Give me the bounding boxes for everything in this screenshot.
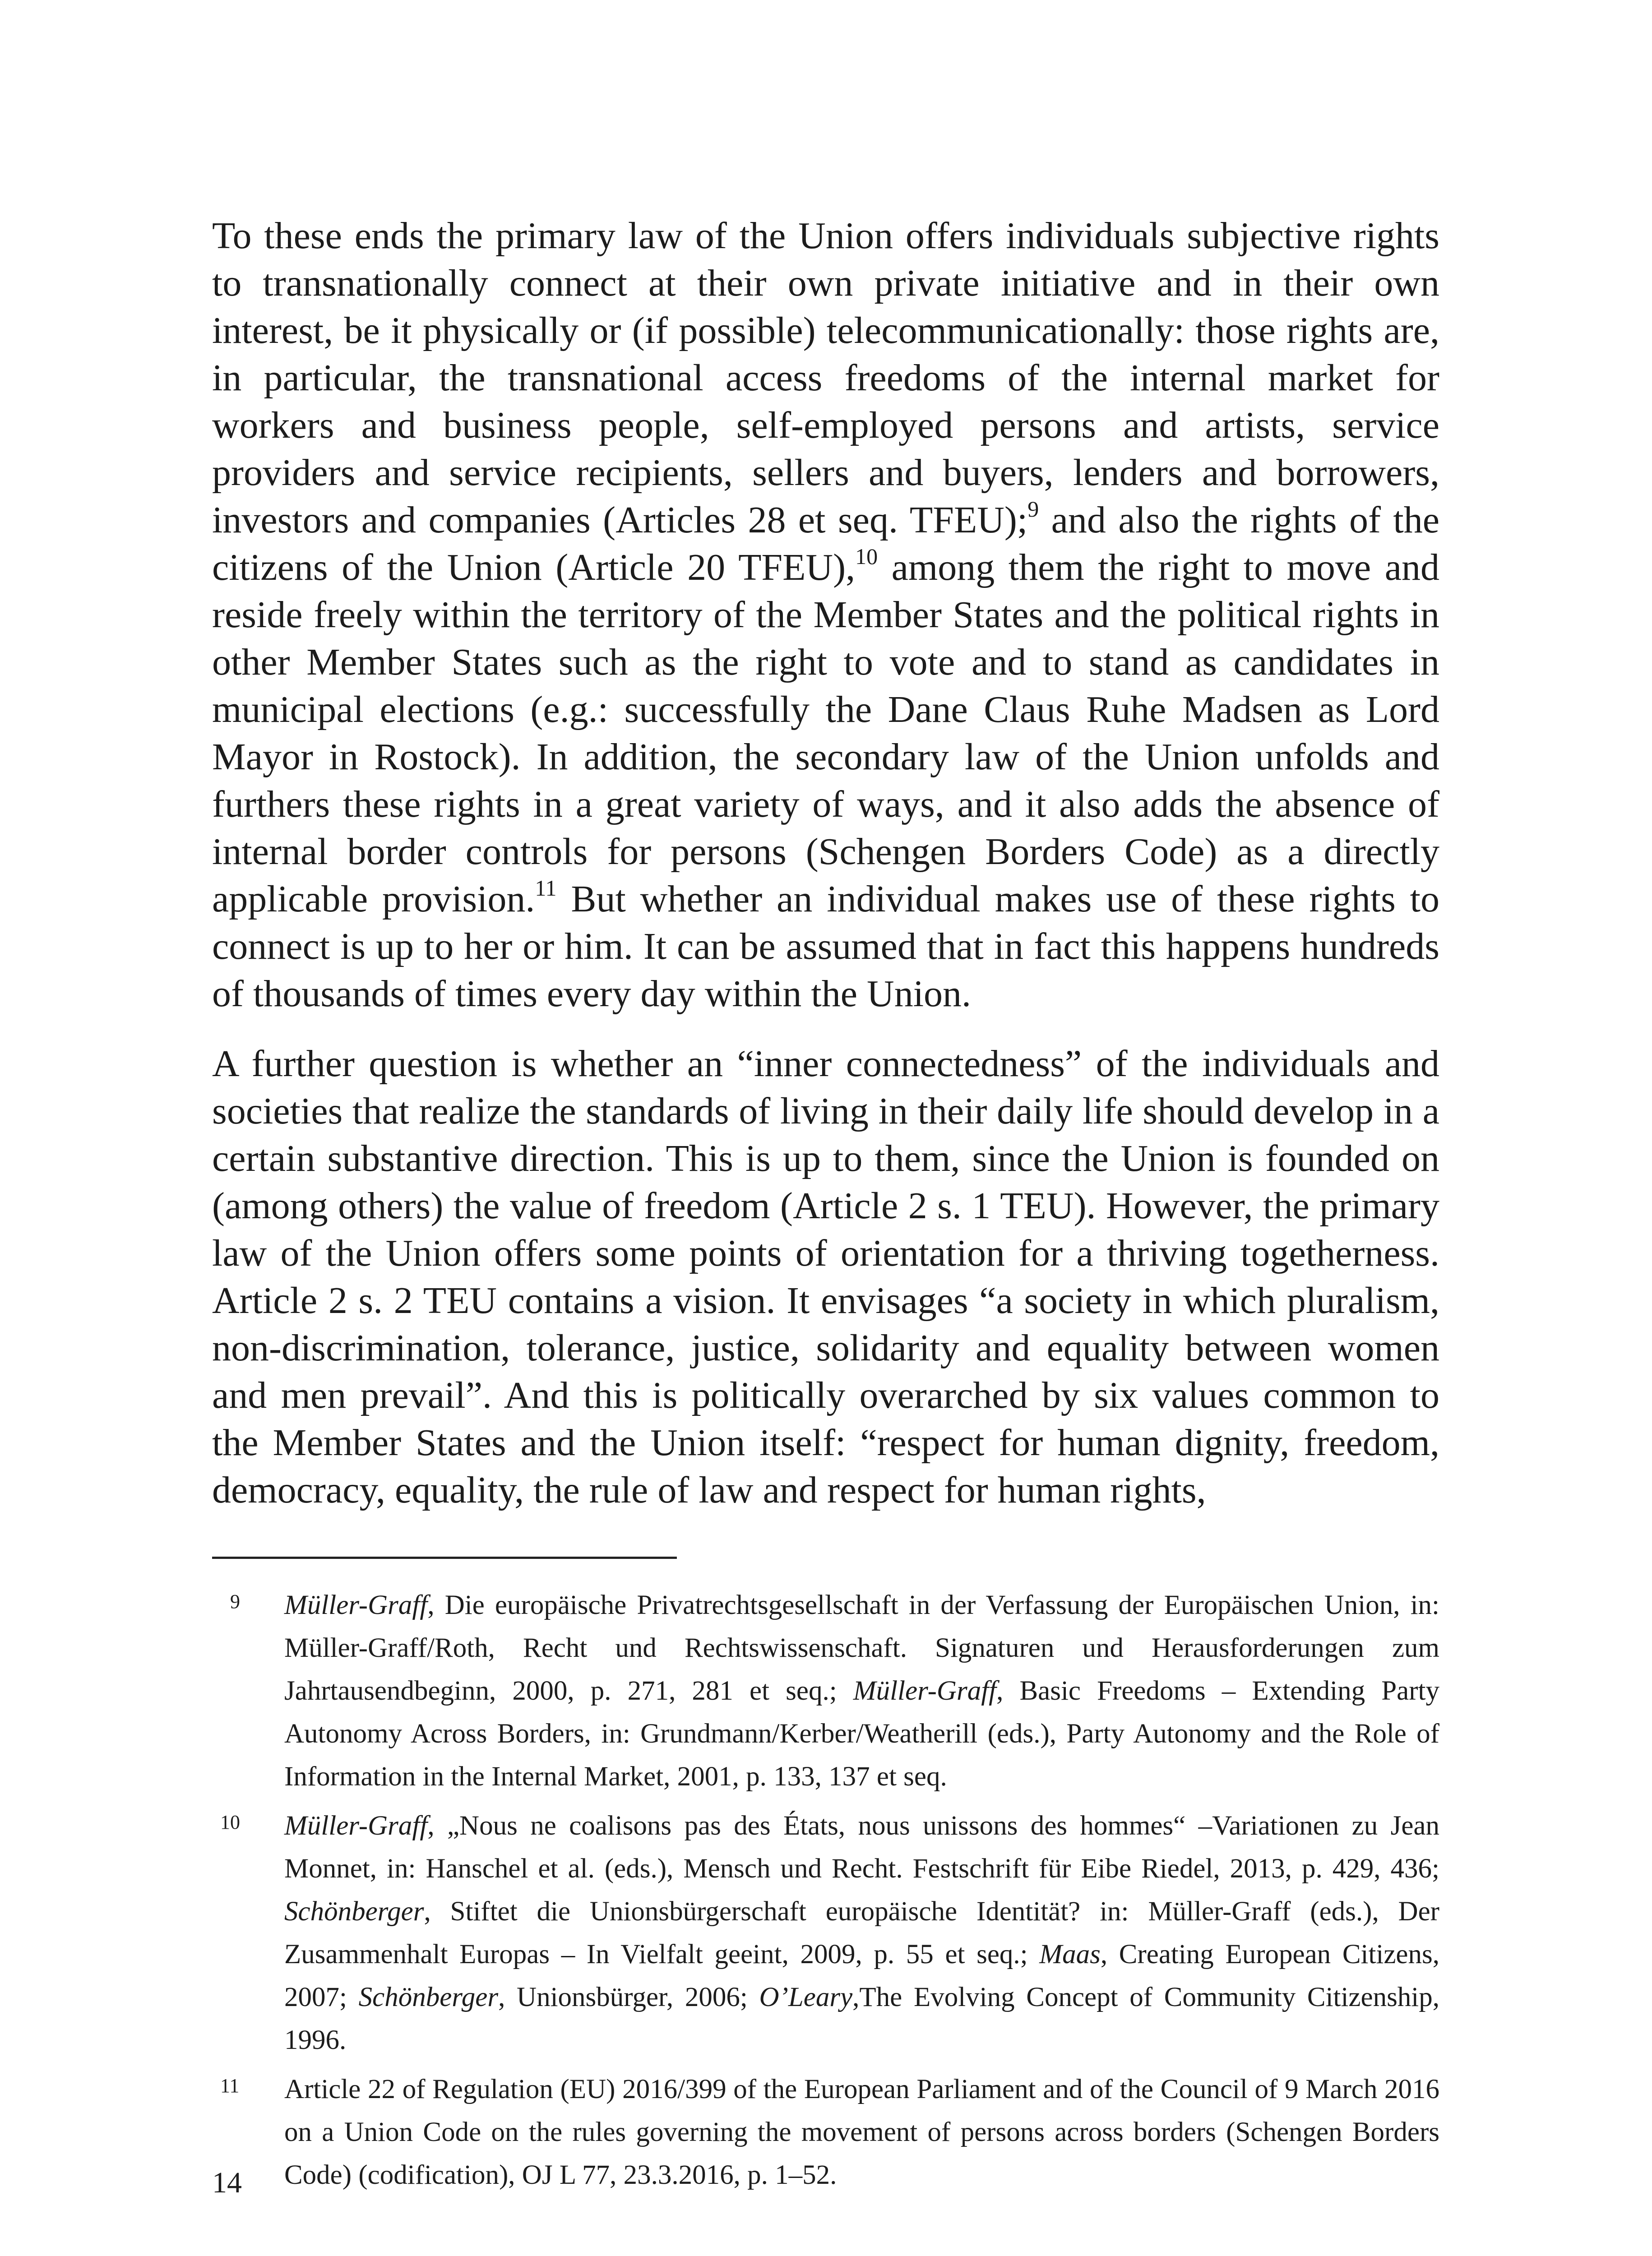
paragraph-2: A further question is whether an “inner connectedness” of the individuals and societies that realize the standards of living in their daily life should develop in a certain substantive direction. This is up to them, since the Union is founded on (among others) the value of freedom (Article 2 s. 1 TEU). However, the primary law of the Union offers some points of orientation for a thriving togetherness. Article 2 s. 2 TEU contains a vision. It envisages “a society in which pluralism, non-discrimination, tolerance, justice, solidarity and equality between women and men prevail”. And this is politically overarched by six values common to the Member States and the Union itself: “respect for human dignity, freedom, democracy, equality, the rule of law and respect for human rights, (212, 1043, 1439, 1511)
footnote-text: , Stiftet die Unionsbürgerschaft europäische Identität? in: Müller-Graff (eds.), Der Zusammenhalt Europas – In Vielfalt geeint, 2009, p. 55 et seq.; (284, 1896, 1439, 1969)
footnote-number: 10 (220, 1811, 240, 1833)
footnote-text: , Creating European Citizens, 2007; (284, 1939, 1439, 2012)
footnote-ref-10[interactable]: 10 (855, 544, 878, 569)
footnote-text: , „Nous ne coalisons pas des États, nous unissons des hommes“ –Variationen zu Jean Monnet, in: Hanschel et al. (eds.), Mensch und Recht. Festschrift für Eibe Riedel, 2013, p. 429, 436; (284, 1811, 1439, 1884)
footnote-ref-11[interactable]: 11 (535, 875, 557, 901)
paragraph-1 (212, 212, 1439, 1017)
footnote-separator (212, 1557, 677, 1559)
footnote-9 (212, 1584, 1439, 1798)
footnote-text: ,The Evolving Concept of Community Citizenship, 1996. (284, 1982, 1440, 2055)
footnote-text: Article 22 of Regulation (EU) 2016/399 of the European Parliament and of the Council of 9 March 2016 on a Union Code on the rules governing the movement of persons across borders (Schengen Borders Code) (codification), OJ L 77, 23.3.2016, p. 1–52. (284, 2074, 1439, 2190)
footnote-author: Schönberger (284, 1896, 424, 1927)
footnote-text: , Basic Freedoms – Extending Party Autonomy Across Borders, in: Grundmann/Kerber/Weatherill (eds.), Party Autonomy and the Role of Information in the Internal Market, 2001, p. 133, 137 et seq. (284, 1676, 1439, 1792)
footnote-number: 11 (220, 2075, 240, 2097)
footnote-author: Müller-Graff (853, 1676, 997, 1706)
footnote-author: Müller-Graff (284, 1590, 428, 1620)
paragraph-1-part-d: But whether an individual makes use of these rights to connect is up to her or him. It can be assumed that in fact this happens hundreds of thousands of times every day within the Union. (212, 878, 1439, 1015)
footnote-text: , Unionsbürger, 2006; (498, 1982, 759, 2012)
footnote-author: O’Leary (759, 1982, 853, 2012)
footnote-author: Maas (1039, 1939, 1101, 1969)
footnote-ref-9[interactable]: 9 (1027, 496, 1039, 522)
paragraph-1-part-a: To these ends the primary law of the Union offers individuals subjective rights to transnationally connect at their own private initiative and in their own interest, be it physically or (if possible) telecommunicationally: those rights are, in particular, the transnational access freedoms of the internal market for workers and business people, self-employed persons and artists, service providers and service recipients, sellers and buyers, lenders and borrowers, investors and companies (Articles 28 et seq. TFEU); (212, 215, 1439, 541)
page-number: 14 (212, 2166, 242, 2199)
paragraph-1-part-c: among them the right to move and reside freely within the territory of the Member States and the political rights in other Member States such as the right to vote and to stand as candidates in municipal elections (e.g.: successfully the Dane Claus Ruhe Madsen as Lord Mayor in Rostock). In addition, the secondary law of the Union unfolds and furthers these rights in a great variety of ways, and it also adds the absence of internal border controls for persons (Schengen Borders Code) as a directly applicable provision. (212, 546, 1439, 920)
paragraph-1-part-b: and also the rights of the citizens of the Union (Article 20 TFEU), (212, 499, 1439, 588)
footnote-11 (212, 2068, 1439, 2196)
footnote-author: Schönberger (358, 1982, 499, 2012)
footnote-10 (212, 1804, 1439, 2062)
footnote-number: 9 (230, 1590, 240, 1613)
footnote-author: Müller-Graff (284, 1811, 428, 1841)
footnote-text: , Die europäische Privatrechtsgesellschaft in der Verfassung der Europäischen Union, in: Müller-Graff/Roth, Recht und Rechtswissenschaft. Signaturen und Herausforderungen zum Jahrtausendbeginn, 2000, p. 271, 281 et seq.; (284, 1590, 1439, 1706)
footnotes (212, 1584, 1439, 2203)
main-text (212, 212, 1439, 1514)
